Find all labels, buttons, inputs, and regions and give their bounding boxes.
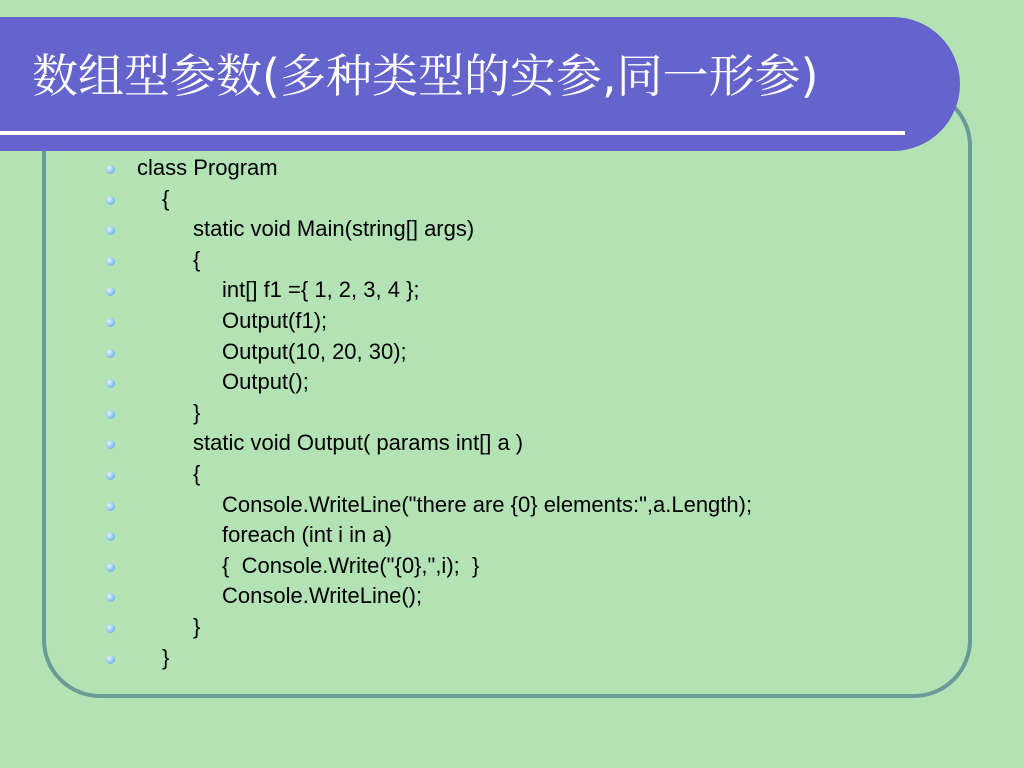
circle-bullet-icon: [106, 624, 115, 633]
code-line-text: }: [193, 399, 201, 425]
code-line-text: {: [162, 185, 170, 211]
code-line-text: Output();: [222, 369, 309, 395]
slide-title: 数组型参数(多种类型的实参,同一形参): [32, 49, 819, 103]
circle-bullet-icon: [106, 349, 115, 358]
code-line-text: static void Main(string[] args): [193, 216, 475, 242]
code-line-text: Console.WriteLine();: [222, 583, 423, 609]
title-underline: [0, 131, 905, 135]
circle-bullet-icon: [106, 257, 115, 266]
code-line-text: }: [193, 613, 201, 639]
circle-bullet-icon: [106, 502, 115, 511]
circle-bullet-icon: [106, 655, 115, 664]
code-line-text: foreach (int i in a): [222, 522, 392, 548]
code-line-text: { Console.Write("{0},",i); }: [222, 552, 480, 578]
circle-bullet-icon: [106, 471, 115, 480]
code-line-text: {: [193, 460, 201, 486]
code-line-text: static void Output( params int[] a ): [193, 430, 524, 456]
code-line-text: Console.WriteLine("there are {0} elements:",a.Length);: [222, 491, 753, 517]
code-line-text: class Program: [137, 155, 278, 180]
code-line-text: Output(10, 20, 30);: [222, 338, 407, 364]
circle-bullet-icon: [106, 318, 115, 327]
circle-bullet-icon: [106, 165, 115, 174]
circle-bullet-icon: [106, 410, 115, 419]
code-line-text: int[] f1 ={ 1, 2, 3, 4 };: [222, 277, 420, 303]
code-line-text: Output(f1);: [222, 307, 328, 333]
circle-bullet-icon: [106, 563, 115, 572]
code-line-text: {: [193, 246, 201, 272]
circle-bullet-icon: [106, 196, 115, 205]
code-line-text: }: [162, 644, 170, 670]
